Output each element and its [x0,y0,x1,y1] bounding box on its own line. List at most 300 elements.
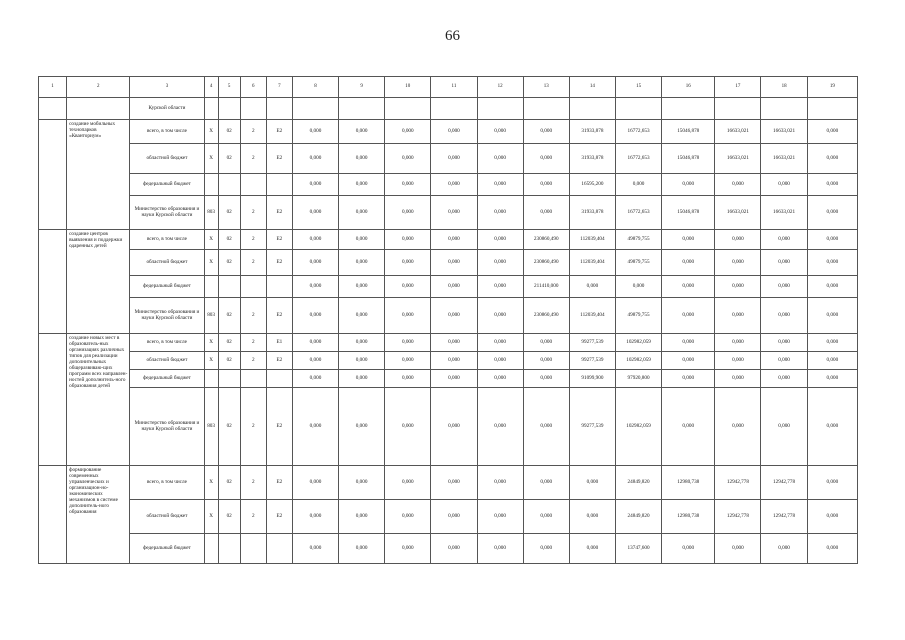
value-cell: 0,000 [761,230,807,250]
value-cell: 0,000 [761,388,807,466]
code-cell [218,174,240,196]
value-cell: 49879,755 [615,230,661,250]
value-cell: 0,000 [339,334,385,352]
value-cell: 0,000 [385,352,431,370]
value-cell: 0,000 [569,276,615,298]
code-cell: 02 [218,388,240,466]
value-cell: 0,000 [292,230,338,250]
code-cell [204,174,218,196]
value-cell: 0,000 [807,466,857,500]
value-cell: 0,000 [431,174,477,196]
value-cell: 0,000 [477,174,523,196]
value-cell: 102982,059 [615,388,661,466]
value-cell: 0,000 [569,466,615,500]
table-row [39,466,858,500]
code-cell [204,276,218,298]
funding-source: всего, в том числе [130,334,204,352]
table-row [39,174,858,196]
value-cell: 0,000 [339,466,385,500]
value-cell: 31933,878 [569,144,615,174]
value-cell: 0,000 [477,534,523,564]
table-row [39,388,858,466]
column-number: 17 [715,77,761,98]
value-cell: 0,000 [662,250,715,276]
value-cell: 230860,490 [523,230,569,250]
value-cell: 0,000 [715,250,761,276]
value-cell: 0,000 [807,370,857,388]
value-cell: 0,000 [761,250,807,276]
value-cell: 0,000 [292,196,338,230]
value-cell: 0,000 [339,298,385,334]
value-cell: 112039,404 [569,250,615,276]
empty-cell [339,98,385,120]
code-cell: 803 [204,388,218,466]
value-cell: 0,000 [385,144,431,174]
empty-cell [615,98,661,120]
number-cell [39,334,67,466]
code-cell: 803 [204,196,218,230]
value-cell: 0,000 [523,120,569,144]
column-number: 12 [477,77,523,98]
funding-source: всего, в том числе [130,466,204,500]
table-row [39,196,858,230]
value-cell: 15046,878 [662,196,715,230]
empty-cell [204,98,218,120]
value-cell: 16633,021 [761,120,807,144]
table-row [39,298,858,334]
value-cell: 0,000 [662,388,715,466]
value-cell: 49879,755 [615,250,661,276]
value-cell: 97920,800 [615,370,661,388]
value-cell: 0,000 [662,298,715,334]
value-cell: 15046,878 [662,144,715,174]
value-cell: 31933,878 [569,196,615,230]
value-cell: 0,000 [431,298,477,334]
funding-source: всего, в том числе [130,230,204,250]
value-cell: 0,000 [615,276,661,298]
value-cell: 0,000 [477,250,523,276]
value-cell: 16633,021 [761,196,807,230]
value-cell: 0,000 [807,196,857,230]
source-cell: Курской области [130,98,204,120]
value-cell: 0,000 [662,370,715,388]
code-cell [240,174,266,196]
value-cell: 0,000 [385,250,431,276]
code-cell: 02 [218,196,240,230]
value-cell: 99277,539 [569,334,615,352]
value-cell: 0,000 [761,334,807,352]
value-cell: 16633,021 [761,144,807,174]
code-cell: E2 [266,500,292,534]
value-cell: 0,000 [662,230,715,250]
code-cell: X [204,144,218,174]
column-number: 4 [204,77,218,98]
column-number: 3 [130,77,204,98]
empty-cell [39,98,67,120]
code-cell [266,174,292,196]
value-cell: 0,000 [523,388,569,466]
number-cell [39,466,67,564]
value-cell: 0,000 [431,144,477,174]
empty-cell [266,98,292,120]
code-cell: 2 [240,144,266,174]
value-cell: 0,000 [385,276,431,298]
value-cell: 0,000 [431,388,477,466]
column-number: 9 [339,77,385,98]
value-cell: 0,000 [807,276,857,298]
value-cell: 0,000 [431,334,477,352]
value-cell: 0,000 [339,276,385,298]
value-cell: 0,000 [807,334,857,352]
value-cell: 0,000 [431,352,477,370]
code-cell [204,370,218,388]
value-cell: 0,000 [431,466,477,500]
funding-source: всего, в том числе [130,120,204,144]
table-row [39,250,858,276]
code-cell: 2 [240,196,266,230]
funding-source: федеральный бюджет [130,174,204,196]
code-cell: 02 [218,120,240,144]
value-cell: 0,000 [523,196,569,230]
value-cell: 0,000 [662,352,715,370]
code-cell: E2 [266,250,292,276]
empty-cell [292,98,338,120]
value-cell: 230860,490 [523,298,569,334]
value-cell: 0,000 [761,534,807,564]
value-cell: 91099,900 [569,370,615,388]
value-cell: 16633,021 [715,144,761,174]
value-cell: 16595,200 [569,174,615,196]
funding-source: областной бюджет [130,352,204,370]
value-cell: 0,000 [477,370,523,388]
value-cell: 0,000 [662,334,715,352]
value-cell: 230860,490 [523,250,569,276]
code-cell: 2 [240,352,266,370]
code-cell: X [204,230,218,250]
value-cell: 0,000 [715,534,761,564]
funding-source: Министерство образования и науки Курской области [130,196,204,230]
value-cell: 0,000 [385,534,431,564]
funding-source: Министерство образования и науки Курской области [130,298,204,334]
value-cell: 0,000 [339,120,385,144]
empty-cell [67,98,130,120]
value-cell: 16772,653 [615,196,661,230]
value-cell: 0,000 [385,334,431,352]
table-row [39,144,858,174]
value-cell: 0,000 [715,174,761,196]
value-cell: 0,000 [523,466,569,500]
value-cell: 0,000 [339,388,385,466]
value-cell: 0,000 [431,370,477,388]
value-cell: 0,000 [715,370,761,388]
column-number: 18 [761,77,807,98]
value-cell: 24849,820 [615,466,661,500]
value-cell: 0,000 [715,276,761,298]
number-cell [39,230,67,334]
column-number: 6 [240,77,266,98]
value-cell: 0,000 [807,120,857,144]
value-cell: 16633,021 [715,120,761,144]
value-cell: 0,000 [385,388,431,466]
column-number: 19 [807,77,857,98]
value-cell: 211410,000 [523,276,569,298]
value-cell: 15046,878 [662,120,715,144]
code-cell: E2 [266,388,292,466]
value-cell: 0,000 [292,500,338,534]
value-cell: 24849,820 [615,500,661,534]
value-cell: 0,000 [615,174,661,196]
value-cell: 0,000 [761,174,807,196]
value-cell: 0,000 [292,276,338,298]
value-cell: 112039,404 [569,298,615,334]
value-cell: 0,000 [569,534,615,564]
value-cell: 12942,778 [715,466,761,500]
table-row [39,352,858,370]
value-cell: 0,000 [431,250,477,276]
activity-name: создание мобильных технопарков «Кванториум» [67,120,130,230]
column-number: 14 [569,77,615,98]
value-cell: 0,000 [807,230,857,250]
empty-cell [218,98,240,120]
empty-cell [807,98,857,120]
value-cell: 99277,539 [569,352,615,370]
code-cell: X [204,500,218,534]
code-cell [240,534,266,564]
value-cell: 0,000 [385,466,431,500]
value-cell: 0,000 [339,144,385,174]
code-cell: 02 [218,144,240,174]
empty-cell [569,98,615,120]
value-cell: 0,000 [385,196,431,230]
code-cell: E1 [266,334,292,352]
value-cell: 0,000 [292,250,338,276]
value-cell: 0,000 [477,276,523,298]
value-cell: 0,000 [761,276,807,298]
value-cell: 0,000 [477,466,523,500]
activity-name: создание центров выявления и поддержки одаренных детей [67,230,130,334]
value-cell: 0,000 [431,500,477,534]
column-number: 5 [218,77,240,98]
code-cell: 02 [218,500,240,534]
value-cell: 0,000 [761,352,807,370]
value-cell: 12942,778 [715,500,761,534]
code-cell: X [204,120,218,144]
header-row [39,77,858,98]
value-cell: 0,000 [662,276,715,298]
value-cell: 0,000 [523,500,569,534]
value-cell: 0,000 [292,466,338,500]
table-row [39,370,858,388]
code-cell: 02 [218,230,240,250]
column-number: 8 [292,77,338,98]
empty-cell [477,98,523,120]
value-cell: 13747,600 [615,534,661,564]
value-cell: 16772,653 [615,120,661,144]
empty-cell [385,98,431,120]
code-cell: X [204,250,218,276]
activity-name: создание новых мест в образователь-ных организациях различных типов для реализации дополнительных общеразвиваю-щих программ всех направлен-ностей дополнитель-ного образования детей [67,334,130,466]
value-cell: 112039,404 [569,230,615,250]
value-cell: 0,000 [523,334,569,352]
value-cell: 0,000 [477,120,523,144]
value-cell: 0,000 [807,500,857,534]
column-number: 2 [67,77,130,98]
value-cell: 0,000 [807,144,857,174]
value-cell: 0,000 [385,120,431,144]
value-cell: 0,000 [292,334,338,352]
code-cell: 2 [240,466,266,500]
empty-cell [431,98,477,120]
value-cell: 12942,778 [761,500,807,534]
value-cell: 0,000 [292,174,338,196]
code-cell: E2 [266,120,292,144]
value-cell: 0,000 [807,250,857,276]
value-cell: 0,000 [523,144,569,174]
table-row [39,98,858,120]
value-cell: 0,000 [523,174,569,196]
funding-source: областной бюджет [130,144,204,174]
column-number: 15 [615,77,661,98]
code-cell: E2 [266,196,292,230]
column-number: 13 [523,77,569,98]
value-cell: 102982,059 [615,334,661,352]
value-cell: 0,000 [292,370,338,388]
value-cell: 0,000 [761,370,807,388]
code-cell [266,370,292,388]
empty-cell [523,98,569,120]
value-cell: 0,000 [715,388,761,466]
value-cell: 0,000 [715,230,761,250]
value-cell: 0,000 [339,196,385,230]
value-cell: 0,000 [662,534,715,564]
funding-source: федеральный бюджет [130,370,204,388]
code-cell [266,276,292,298]
value-cell: 0,000 [431,534,477,564]
value-cell: 0,000 [477,352,523,370]
value-cell: 0,000 [339,174,385,196]
funding-source: федеральный бюджет [130,534,204,564]
number-cell [39,120,67,230]
column-number: 11 [431,77,477,98]
value-cell: 0,000 [385,230,431,250]
code-cell: X [204,466,218,500]
value-cell: 0,000 [807,174,857,196]
code-cell: E2 [266,144,292,174]
code-cell: 02 [218,298,240,334]
code-cell: 2 [240,120,266,144]
value-cell: 0,000 [385,174,431,196]
code-cell [218,534,240,564]
code-cell [218,276,240,298]
value-cell: 0,000 [569,500,615,534]
value-cell: 31933,878 [569,120,615,144]
value-cell: 49879,755 [615,298,661,334]
table-row [39,230,858,250]
value-cell: 0,000 [477,230,523,250]
empty-cell [240,98,266,120]
code-cell [240,370,266,388]
value-cell: 0,000 [477,500,523,534]
code-cell: E2 [266,352,292,370]
funding-source: федеральный бюджет [130,276,204,298]
value-cell: 0,000 [385,500,431,534]
value-cell: 0,000 [292,144,338,174]
empty-cell [761,98,807,120]
value-cell: 0,000 [523,352,569,370]
value-cell: 0,000 [715,352,761,370]
empty-cell [715,98,761,120]
value-cell: 16772,653 [615,144,661,174]
table-row [39,276,858,298]
funding-source: областной бюджет [130,250,204,276]
value-cell: 0,000 [477,334,523,352]
value-cell: 0,000 [339,230,385,250]
value-cell: 12980,738 [662,466,715,500]
column-number: 16 [662,77,715,98]
column-number: 7 [266,77,292,98]
value-cell: 0,000 [431,276,477,298]
code-cell [218,370,240,388]
value-cell: 0,000 [385,298,431,334]
code-cell: 2 [240,230,266,250]
value-cell: 102982,059 [615,352,661,370]
value-cell: 0,000 [807,352,857,370]
value-cell: 0,000 [477,144,523,174]
budget-table [38,76,858,564]
value-cell: 99277,539 [569,388,615,466]
code-cell: 2 [240,334,266,352]
value-cell: 0,000 [761,298,807,334]
code-cell: 2 [240,298,266,334]
value-cell: 0,000 [477,388,523,466]
page-number: 66 [445,28,460,44]
value-cell: 0,000 [477,196,523,230]
value-cell: 12942,778 [761,466,807,500]
value-cell: 0,000 [523,534,569,564]
funding-source: Министерство образования и науки Курской области [130,388,204,466]
value-cell: 0,000 [807,298,857,334]
code-cell: 02 [218,334,240,352]
value-cell: 0,000 [339,370,385,388]
value-cell: 0,000 [292,298,338,334]
value-cell: 0,000 [662,174,715,196]
code-cell [240,276,266,298]
value-cell: 0,000 [292,352,338,370]
activity-name: формирование современных управленческих и организацион-но-экономических механизмов в системе дополнитель-ного образования [67,466,130,564]
value-cell: 0,000 [339,534,385,564]
code-cell: X [204,352,218,370]
value-cell: 0,000 [292,120,338,144]
code-cell: 02 [218,352,240,370]
code-cell: 803 [204,298,218,334]
value-cell: 0,000 [292,388,338,466]
value-cell: 0,000 [431,196,477,230]
table-row [39,500,858,534]
value-cell: 16633,021 [715,196,761,230]
value-cell: 0,000 [431,120,477,144]
code-cell [266,534,292,564]
value-cell: 12980,738 [662,500,715,534]
value-cell: 0,000 [339,250,385,276]
value-cell: 0,000 [339,500,385,534]
code-cell: 2 [240,388,266,466]
code-cell: X [204,334,218,352]
value-cell: 0,000 [523,370,569,388]
table-row [39,334,858,352]
value-cell: 0,000 [477,298,523,334]
column-number: 10 [385,77,431,98]
code-cell: 2 [240,500,266,534]
